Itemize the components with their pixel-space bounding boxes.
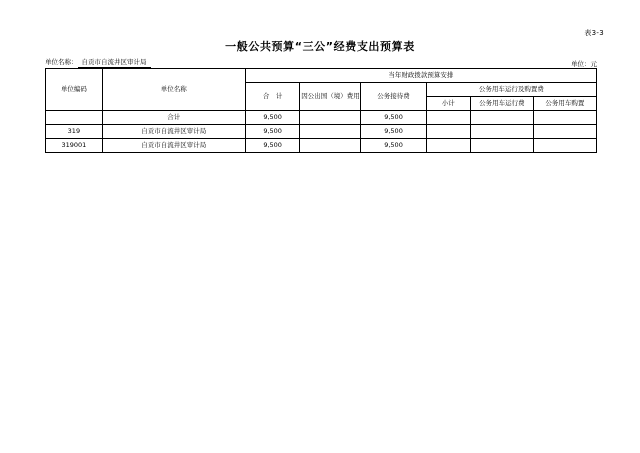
- cell-unit-name: 自贡市自流井区审计局: [102, 139, 245, 153]
- cell-unit-name: 自贡市自流井区审计局: [102, 125, 245, 139]
- header-reception: 公务接待费: [361, 83, 426, 111]
- table-row: [46, 125, 597, 139]
- cell-total: 9,500: [245, 111, 300, 125]
- header-vehicle-group: 公务用车运行及购置费: [426, 83, 596, 97]
- cell-abroad: [300, 125, 361, 139]
- cell-unit-code: 319001: [46, 139, 103, 153]
- header-vehicle-buy: 公务用车购置: [533, 97, 596, 111]
- header-unit-name: 单位名称: [102, 69, 245, 111]
- header-unit-code: 单位编码: [46, 69, 103, 111]
- cell-vehicle-run: [470, 139, 533, 153]
- table-header-row-1: [46, 69, 597, 83]
- unit-name-value: 自贡市自流井区审计局: [78, 57, 151, 68]
- cell-total: 9,500: [245, 139, 300, 153]
- page-title: 一般公共预算“三公”经费支出预算表: [225, 40, 415, 53]
- header-vehicle-subtotal: 小计: [426, 97, 470, 111]
- header-arrangement: 当年财政拨款预算安排: [245, 69, 596, 83]
- cell-abroad: [300, 111, 361, 125]
- cell-total: 9,500: [245, 125, 300, 139]
- cell-vehicle-buy: [533, 139, 596, 153]
- cell-vehicle-buy: [533, 125, 596, 139]
- document-meta: [45, 57, 597, 68]
- budget-table: [45, 68, 597, 153]
- sheet-number: 表3-3: [584, 29, 604, 37]
- header-abroad: 因公出国（境）费用: [300, 83, 361, 111]
- cell-abroad: [300, 139, 361, 153]
- cell-vehicle-buy: [533, 111, 596, 125]
- unit-name-field: [45, 57, 151, 68]
- cell-reception: 9,500: [361, 125, 426, 139]
- cell-unit-name: 合计: [102, 111, 245, 125]
- unit-name-label: 单位名称：: [45, 58, 78, 66]
- cell-vehicle-run: [470, 111, 533, 125]
- cell-unit-code: [46, 111, 103, 125]
- table-row: [46, 111, 597, 125]
- header-total: 合 计: [245, 83, 300, 111]
- cell-vehicle-subtotal: [426, 125, 470, 139]
- cell-vehicle-run: [470, 125, 533, 139]
- cell-vehicle-subtotal: [426, 111, 470, 125]
- cell-vehicle-subtotal: [426, 139, 470, 153]
- currency-label: 单位：元: [571, 60, 597, 68]
- table-row: [46, 139, 597, 153]
- cell-reception: 9,500: [361, 111, 426, 125]
- header-vehicle-run: 公务用车运行费: [470, 97, 533, 111]
- cell-reception: 9,500: [361, 139, 426, 153]
- cell-unit-code: 319: [46, 125, 103, 139]
